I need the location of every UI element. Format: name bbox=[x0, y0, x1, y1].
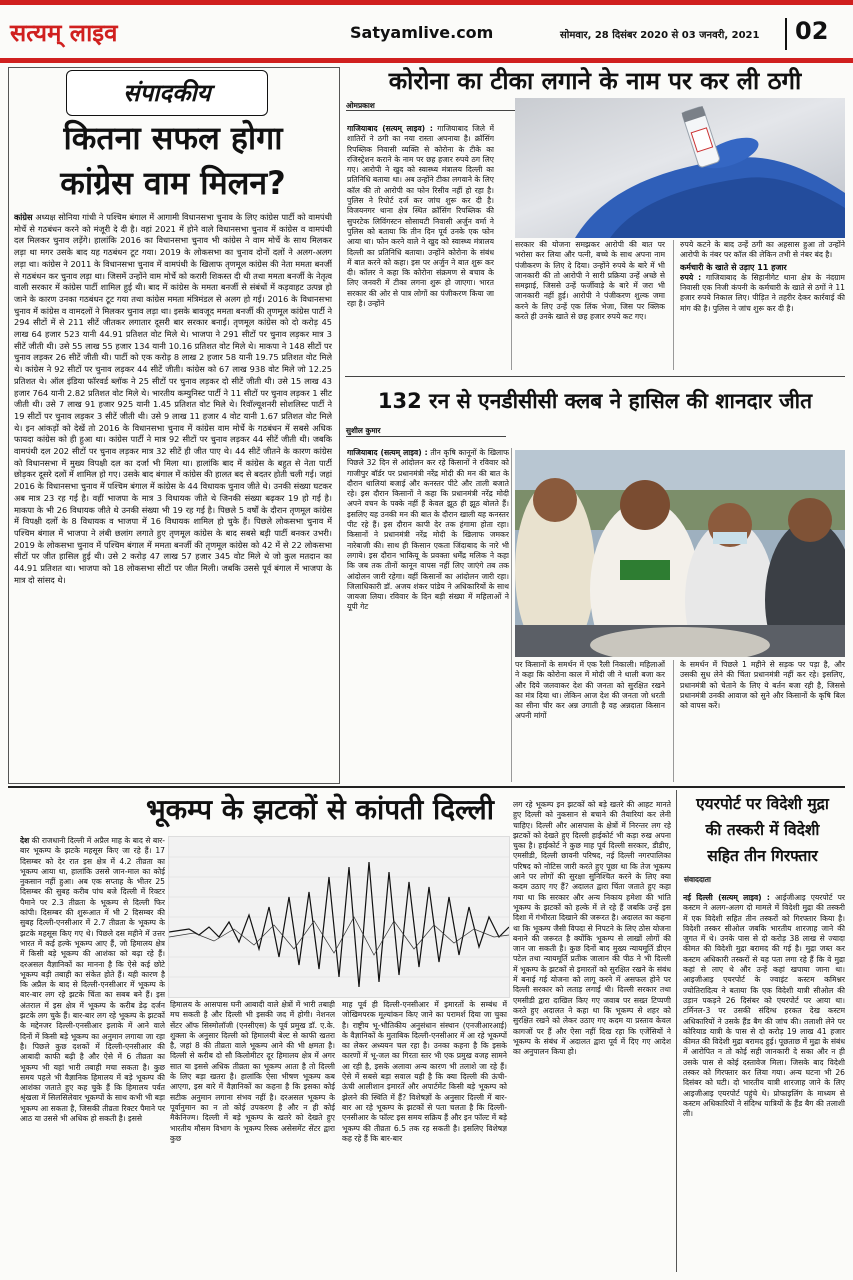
vaccine-col3b-text: गाजियाबाद के सिहानीगेट थाना क्षेत्र के नंदग्राम निवासी एक निजी कंपनी के कर्मचारी के खाते से ठगों ने 11 हजार रुपये निकाल लिए। पीड़ित ने तहरीर देकर कार्रवाई की मांग की है। पुलिस ने जांच शुरू कर दी है। bbox=[680, 272, 845, 313]
vaccine-photo bbox=[515, 98, 845, 238]
masthead-brand: सत्यम् लाइव bbox=[10, 19, 118, 47]
editorial-body bbox=[14, 212, 332, 778]
editorial-headline-2: कांग्रेस वाम मिलन? bbox=[60, 164, 286, 202]
cricket-column-1 bbox=[347, 448, 509, 782]
earthquake-col1-text: की राजधानी दिल्ली में अप्रैल माह के बाद से बार-बार भूकम्प के झटके महसूस किए जा रहे हैं। 17 दिसम्बर को देर रात इस क्षेत्र में 4.2 तीव्रता का भूकम्प आया था, हालांकि उससे जान-माल का कोई नुकसान नहीं हुआ। अब एक सप्ताह के भीतर 25 दिसम्बर की सुबह करीब पांच बजे दिल्ली में रिक्टर पैमाने पर 2.3 तीव्रता के भूकम्प से दिल्ली फिर कांपी। दिसम्बर की शुरूआत में भी 2 दिसम्बर की सुबह दिल्ली-एनसीआर में 2.7 तीव्रता के भूकम्प के झटके महसूस किए गए थे। पिछले दस महीने में उत्तर भारत में कई हल्के भूकम्प आए हैं, जो हिमालय क्षेत्र में किसी बड़े भूकम्प की आशंका को बढ़ा रहे हैं। दरअसल वैज्ञानिकों का मानना है कि ऐसे कई छोटे भूकम्प बड़ी तबाही का संकेत होते हैं। यही कारण है कि अप्रैल के बाद से दिल्ली-एनसीआर में भूकम्प के बार-बार लग रहे झटके चिंता का सबब बने हैं। इस अंतराल में इस क्षेत्र में भूकम्प के करीब डेढ़ दर्जन झटके लग चुके हैं। बार-बार लग रहे भूकम्प के झटकों के मद्देनजर दिल्ली-एनसीआर इलाके में आने वाले दिनों में किसी बड़े भूकम्प का अनुमान लगाया जा रहा है। पिछले कुछ दशकों में दिल्ली-एनसीआर की आबादी काफी बढ़ी है और ऐसे में 6 तीव्रता का भूकम्प भी यहां भारी तबाही मचा सकता है। कुछ समय पहले भी वैज्ञानिक हिमालय में बड़े भूकम्प की आशंका जताते हुए कह चुके हैं कि हिमालय पर्वत श्रृंखला में सिलसिलेवार भूकम्पों के साथ कभी भी बड़ा भूकम्प आ सकता है, जिसकी तीव्रता रिक्टर पैमाने पर आठ या उससे भी अधिक हो सकती है। इससे bbox=[20, 836, 165, 1124]
airport-headline-1: एयरपोर्ट पर विदेशी मुद्रा bbox=[696, 795, 829, 813]
airport-body-text: आईजीआइ एयरपोर्ट पर कस्टम ने अलग-अलग दो मामले में विदेशी मुद्रा की तस्करी में एक विदेशी सहित तीन तस्करों को गिरफ्तार किया है। विदेशी तस्कर सीओल जबकि भारतीय शारजाह जाने की जुगत में थे। उनके पास से दो करोड़ 38 लाख से ज्यादा कीमत की विदेशी मुद्रा बरामद की गई है। मुद्रा जब्त कर कस्टम अधिकारी तस्करों से यह पता लगा रहे हैं कि वे मुद्रा कहां से लाए थे और उन्हें कहां खपाया जाना था। आइजीआइ एयरपोर्ट के ज्वाइंट कस्टम कमिश्नर ज्योतिरादित्य ने बताया कि एक विदेशी यात्री सीओल की उड़ान पकड़ने 26 दिसंबर को एयरपोर्ट पर आया था। टर्मिनल-3 पर उसकी संदिग्ध हरकत देख कस्टम अधिकारियों ने उसके हैंड बैग की जांच की। तलाशी लेने पर कोरियाड यात्री के पास से दो करोड़ 19 लाख 41 हजार कीमत की विदेशी मुद्रा बरामद हुई। पूछताछ में मुद्रा के संबंध में आरोपित न तो कोई सही जानकारी दे सका और न ही उसके पास से कोई दस्तावेज मिला। जिसके बाद विदेशी तस्कर को गिरफ्तार कर लिया गया। अन्य घटना भी 26 दिसंबर को घटी। दो भारतीय यात्री शारजाह जाने के लिए आइजीआइ एयरपोर्ट पहुंचे थे। प्रोफाइलिंग के माध्यम से कस्टम अधिकारियों ने संदिग्ध यात्रियों के हैंड बैग की तलाशी ली। bbox=[683, 893, 845, 1119]
vaccine-author: ओमप्रकाश bbox=[346, 101, 375, 110]
masthead-divider bbox=[785, 18, 787, 50]
cricket-headline: 132 रन से एनडीसीसी क्लब ने हासिल की शानदार जीत bbox=[377, 389, 813, 413]
cricket-column-3 bbox=[680, 660, 845, 782]
vaccine-column-1 bbox=[347, 124, 494, 370]
cricket-byline-rule bbox=[346, 436, 506, 437]
vaccine-subhead: कर्मचारी के खाते से उड़ाए 11 हजार bbox=[680, 262, 787, 272]
airport-dateline: नई दिल्ली (सत्यम् लाइव) : bbox=[683, 893, 770, 902]
vaccine-col2-text: सरकार की योजना समझकर आरोपी की बात पर भरोसा कर लिया और पत्नी, बच्चे के साथ अपना नाम पंजीकरण के लिए दे दिया। उन्होंने रुपये के बारे में भी जानकारी की तो आरोपी ने सारी प्रक्रिया उन्हें अच्छे से समझाई, जिससे उन्हें फर्जीवाड़े के बारे में जरा भी जानकारी नहीं हुई। आरोपी ने पंजीकरण शुल्क जमा करने के लिए उन्हें एक लिंक भेजा, जिस पर क्लिक करते ही उनके खाते से छह हजार रुपये कट गए। bbox=[515, 240, 665, 322]
airport-headline-3: सहित तीन गिरफ्तार bbox=[707, 847, 818, 865]
vaccine-column-2 bbox=[515, 240, 665, 370]
masthead-dateline: सोमवार, 28 दिसंबर 2020 से 03 जनवरी, 2021 bbox=[560, 30, 760, 41]
earthquake-headline-visible: भूकम्प के झटकों से कांपती दिल्ली bbox=[145, 793, 495, 826]
earthquake-column-1 bbox=[20, 836, 165, 1272]
airport-body bbox=[683, 893, 845, 1273]
editorial-headline-1: कितना सफल होगा bbox=[63, 119, 283, 157]
earthquake-col3-text: माह पूर्व ही दिल्ली-एनसीआर में इमारतों के सम्बंध में जोखिमपरक मूल्यांकन किए जाने का परामर्श दिया जा चुका है। राष्ट्रीय भू-भौतिकीय अनुसंधान संस्थान (एनजीआरआई) के वैज्ञानिकों के मुताबिक दिल्ली-एनसीआर में आ रहे भूकम्पों का लेकर अध्ययन चल रहा है। उनका कहना है कि इसके कारणों में भू-जल का गिरता स्तर भी एक प्रमुख वजह सामने आ रही है, इसके अलावा अन्य कारण भी तलाशे जा रहे हैं। ऐसे में सबसे बड़ा सवाल यही है कि क्या दिल्ली की ऊंची-ऊंची आलीशान इमारतें और अपार्टमेंट किसी बड़े भूकम्प को झेलने की स्थिति में हैं? विशेषज्ञों के अनुसार दिल्ली में बार-बार आ रहे भूकम्प के झटकों से पता चलता है कि दिल्ली-एनसीआर के फॉल्ट इस समय सक्रिय हैं और इन फॉल्ट में बड़े भूकम्प की तीव्रता 6.5 तक रह सकती है। इसलिए विशेषज्ञ कह रहे हैं कि बार-बार bbox=[342, 1000, 507, 1143]
editorial-lead-word: कांग्रेस bbox=[14, 212, 33, 222]
vaccine-dateline: गाजियाबाद (सत्यम् लाइव) : bbox=[347, 124, 433, 133]
vaccine-col-divider bbox=[511, 240, 512, 370]
editorial-section-label: संपादकीय bbox=[66, 70, 268, 116]
cricket-col-divider bbox=[511, 448, 512, 782]
vaccine-story-bottom-rule bbox=[345, 376, 845, 377]
earthquake-lead-word: देश bbox=[20, 836, 30, 845]
earthquake-column-4 bbox=[513, 800, 671, 1272]
earthquake-right-divider bbox=[676, 790, 677, 1272]
lower-section-rule bbox=[8, 786, 845, 788]
vaccine-headline: कोरोना का टीका लगाने के नाम पर कर ली ठगी bbox=[388, 67, 802, 95]
vaccine-col1-text: गाजियाबाद जिले में शातिरों ने ठगी का नया रास्ता अपनाया है। क्रॉसिंग रिपब्लिक निवासी व्यक्ति से कोरोना के टीके का रजिस्ट्रेशन कराने के नाम पर छह हजार रुपये ठग लिए गए। आरोपी ने खुद को स्वास्थ्य मंत्रालय दिल्ली का प्रतिनिधि बताया था। अब उन्होंने टीका लगवाने के लिए कॉल की तो आरोपी का फोन रिसीव नहीं हो रहा है। पुलिस ने रिपोर्ट दर्ज कर जांच शुरू कर दी है। विजयनगर थाना क्षेत्र स्थित क्रॉसिंग रिपब्लिक की सुपरटेक लिविंगस्टन सोसायटी निवासी अर्जुन वर्मा ने पुलिस को बताया कि तीन दिन पूर्व उनके एक फोन आया था। फोन करने वाले ने खुद को स्वास्थ्य मंत्रालय दिल्ली का प्रतिनिधि बताया। उन्होंने कोरोना के संबंध में बात करने को कहा। इस पर अर्जुन ने बात शुरू कर दी। कॉलर ने कहा कि कोरोना संक्रमण से बचाव के लिए जनवरी में टीका लगना शुरू हो जाएगा। भारत सरकार की ओर से पात्र लोगों का पंजीकरण किया जा रहा है। उन्होंने bbox=[347, 124, 494, 309]
cricket-col-divider-2 bbox=[673, 660, 674, 782]
masthead-bottom-rule bbox=[0, 58, 853, 63]
cricket-dateline: गाजियाबाद (सत्यम् लाइव) : bbox=[347, 448, 428, 457]
vaccine-col-divider-2 bbox=[673, 240, 674, 370]
vaccine-column-3 bbox=[680, 240, 845, 370]
cricket-author: सुशील कुमार bbox=[346, 426, 381, 435]
airport-headline-2: की तस्करी में विदेशी bbox=[705, 821, 820, 839]
cricket-col3-text: के समर्थन में पिछले 1 महीने से सड़क पर पड़ा है, और उसकी सुध लेने की चिंता प्रधानमंत्री नहीं कर रहे। इसलिए, प्रधानमंत्री को चेताने के लिए ये बर्तन बजा रही है, जिससे प्रधानमंत्री उनकी आवाज को सुने और किसानों के कृषि बिल को वापस करें। bbox=[680, 660, 845, 711]
earthquake-col4-text: लग रहे भूकम्प इन झटकों को बड़े खतरे की आहट मानते हुए दिल्ली को नुकसान से बचाने की तैयारियां कर लेनी चाहिए। दिल्ली और आसपास के क्षेत्रों में निरन्तर लग रहे झटकों को देखते हुए दिल्ली हाईकोर्ट भी कड़ा रुख अपना चुका है। हाईकोर्ट ने कुछ माह पूर्व दिल्ली सरकार, डीडीए, एमसीडी, दिल्ली छावनी परिषद, नई दिल्ली नगरपालिका परिषद को नोटिस जारी करते हुए पूछा था कि तेज भूकम्प आने पर लोगों की सुरक्षा सुनिश्चित करने के लिए क्या कदम उठाए गए हैं? अदालत द्वारा चिंता जताते हुए कहा गया था कि सरकार और अन्य निकाय हमेशा की भांति भूकम्प के झटकों को हल्के में ले रहे हैं जबकि उन्हें इस दिशा में गंभीरता दिखाने की जरूरत है। अदालत का कहना था कि भूकम्प जैसी विपदा से निपटने के लिए ठोस योजना बनाने की जरूरत है क्योंकि भूकम्प से लाखों लोगों की जान जा सकती है। कुछ दिनों बाद मुख्य न्यायमूर्ति डीएन पटेल तथा न्यायमूर्ति प्रतीक जालान की पीठ ने भी दिल्ली में भूकम्प के झटकों से इमारतों को सुरक्षित रखने के संबंध में बनाई गई योजना को लागू करने में असफल होने पर दिल्ली सरकार को लताड़ लगाई थी। दिल्ली सरकार तथा एमसीडी द्वारा दाखिल किए गए जवाब पर सख्त टिप्पणी करते हुए अदालत ने कहा था कि भूकम्प से शहर को सुरक्षित रखने को लेकर उठाए गए कदम या प्रस्ताव केवल कागजों पर हैं और ऐसा नहीं दिख रहा कि एजेंसियों ने भूकम्प के संबंध में अदालत द्वारा पूर्व में दिए गए आदेश का अनुपालन किया हो। bbox=[513, 800, 671, 1057]
earthquake-column-2 bbox=[170, 1000, 335, 1272]
earthquake-column-3 bbox=[342, 1000, 507, 1272]
earthquake-col2-text: हिमालय के आसपास घनी आबादी वाले क्षेत्रों में भारी तबाही मच सकती है और दिल्ली भी इसकी जद में होगी। नेशनल सेंटर ऑफ सिस्मोलॉजी (एनसीएस) के पूर्व प्रमुख डॉ. ए.के. शुक्ला के अनुसार दिल्ली को हिमालयी बेल्ट से काफी खतरा है, जहां 8 की तीव्रता वाले भूकम्प आने की भी क्षमता है। दिल्ली से करीब दो सौ किलोमीटर दूर हिमालय क्षेत्र में अगर सात या इससे अधिक तीव्रता का भूकम्प आता है तो दिल्ली के लिए बड़ा खतरा है। हालांकि ऐसा भीषण भूकम्प कब आएगा, इस बारे में वैज्ञानिकों का कहना है कि इसका कोई सटीक अनुमान लगाना संभव नहीं है। दरअसल भूकम्प के पूर्वानुमान का न तो कोई उपकरण है और न ही कोई मैकेनिज्म। दिल्ली में बड़े भूकम्प के खतरे को देखते हुए भारतीय मौसम विभाग के भूकम्प रिस्क असेसमेंट सेंटर द्वारा कुछ bbox=[170, 1000, 335, 1143]
masthead-top-rule bbox=[0, 0, 853, 5]
vaccine-col3-text: रुपये कटने के बाद उन्हें ठगी का अहसास हुआ तो उन्होंने आरोपी के नंबर पर कॉल की लेकिन तभी से नंबर बंद है। bbox=[680, 240, 845, 260]
cricket-photo bbox=[515, 450, 845, 657]
airport-author: संवाददाता bbox=[684, 875, 711, 884]
vaccine-sublead: रुपये : bbox=[680, 272, 702, 282]
cricket-column-2 bbox=[515, 660, 665, 782]
cricket-col1-text: तीन कृषि कानूनों के खिलाफ पिछले 32 दिन से आंदोलन कर रहे किसानों ने रविवार को गाजीपुर बॉर्डर पर प्रधानमंत्री नरेंद्र मोदी की मन की बात के दौरान थालियां बजाई और कनस्तर पीटे और ताली बजाते रहे। इस दौरान किसानों ने कहा कि प्रधानमंत्री नरेंद्र मोदी अपने वचन के पक्के नहीं हैं केवल झूठ ही झूठ बोलते हैं। इसलिए यह उनकी मन की बात के दौरान खाली यह कनस्तर पीट रहे हैं। इस दौरान कापी देर तक हंगामा होता रहा। किसानों ने प्रधानमंत्री नरेंद्र मोदी के खिलाफ जमकर नारेबाजी की। साथ ही किसान एकता जिंदाबाद के नारे भी लगाये। इस दौरान भाकियू के प्रवक्ता धर्मेंद्र मलिक ने कहा कि जब तक तीनों कानून वापस नहीं लिए जाएंगे तब तक आंदोलन जारी रहेगा। वहीं किसानों का आंदोलन जारी रहा। जिलाधिकारी डॉ. अजय शंकर पांडेय ने अधिकारियों के साथ जायजा लिया। रविवार के दिन बड़ी संख्या में महिलाओं ने यूपी गेट bbox=[347, 448, 509, 612]
cricket-col2-text: पर किसानों के समर्थन में एक रैली निकाली। महिलाओं ने कहा कि कोरोना काल में मोदी जी ने थाली बजा कर और दिये जलवाकर देश की जनता को सुरक्षित रखने का मंत्र दिया था। लेकिन आज देश की जनता जो धरती का सीना चीर कर अन्न उगाती है वह अन्नदाता किसान अपनी मांगों bbox=[515, 660, 665, 721]
masthead-site: Satyamlive.com bbox=[350, 23, 494, 42]
editorial-body-text: अध्यक्ष सोनिया गांधी ने पश्चिम बंगाल में आगामी विधानसभा चुनाव के लिए कांग्रेस पार्टी को वामपंथी मोर्चे से गठबंधन करने को मंजूरी दे दी है। वहां 2021 में होने वाले विधानसभा चुनाव में कांग्रेस व वामपंथी दल मिलकर चुनाव लड़ेंगे। हालांकि 2016 का विधानसभा चुनाव भी कांग्रेस ने वाम मोर्चे के साथ मिलकर लड़ा था मगर उसके बाद यह गठबंधन टूट गया। 2019 के लोकसभा का चुनाव दोनों दलों ने अलग-अलग लड़ा था। कांग्रेस ने 2011 के विधानसभा चुनाव में वामपंथी के खिलाफ तृणमूल कांग्रेस की नेता ममता बनर्जी से गठबंधन कर चुनाव लड़ा था। जिसमें उन्होंने वाम मोर्चे को करारी शिकस्त दी थी तथा ममता बनर्जी के नेतृत्व वाली सरकार में कांग्रेस पार्टी शामिल हुई थी। बाद में कांग्रेस के ममता बनर्जी से संबंधों में कड़वाहट उत्पन्न हो जाने के कारण उनका गठबंधन टूट गया तथा कांग्रेस ममता मंत्रिमंडल से अलग हो गई। 2016 के विधानसभा चुनाव में कांग्रेस व वामदलों ने मिलकर चुनाव लड़ा था। इसके बावजूद ममता बनर्जी की तृणमूल कांग्रेस पार्टी ने 294 सीटों में से 211 सीटें जीतकर लगातार दूसरी बार सरकार बनाई। तृणमूल कांग्रेस को दो करोड़ 45 लाख 64 हजार 523 यानी 44.91 प्रतिशत वोट मिले थे। भाजपा ने 291 सीटों पर चुनाव लड़कर मात्र 3 सीटें जीती थी। उसे 55 लाख 55 हजार 134 यानी 10.16 प्रतिशत वोट मिले थे। माकपा ने 148 सीटों पर चुनाव लड़कर 26 सीटें जीती थी। पार्टी को एक करोड़ 8 लाख 2 हजार 58 यानी 19.75 प्रतिशत वोट मिले थे। कांग्रेस ने 92 सीटों पर चुनाव लड़कर 44 सीटें जीती। कांग्रेस को 67 लाख 938 वोट मिले जो 12.25 प्रतिशत थे। ऑल इंडिया फॉरवर्ड ब्लॉक ने 25 सीटों पर चुनाव लड़कर दो सीटें जीती थी। उसे 15 लाख 43 हजार 764 यानी 2.82 प्रतिशत वोट मिले थे। भारतीय कम्युनिस्ट पार्टी ने 11 सीटों पर चुनाव लड़कर 1 सीट जीती थी। उसे 7 लाख 91 हजार 925 यानी 1.45 प्रतिशत वोट मिले थे। रिवॉल्यूशनरी सोशलिस्ट पार्टी ने 19 सीटों पर चुनाव लड़कर 3 सीटें जीती थी। उसे 9 लाख 11 हजार 4 वोट यानी 1.67 प्रतिशत वोट मिले थे। इन आंकड़ों को देखें तो 2016 के विधानसभा चुनाव में कांग्रेस वाम मोर्चे के गठबंधन में सबसे अधिक फायदा कांग्रेस को ही हुआ था। कांग्रेस पार्टी ने मात्र 92 सीटों पर चुनाव लड़कर 44 सीटें जीती थी। जबकि वामपंथी दल 202 सीटों पर चुनाव लड़कर मात्र 32 सीटें ही जीत पाए थे। 44 सीटें जीतने के कारण कांग्रेस को विधानसभा में मुख्य विपक्षी दल का दर्जा भी मिला था। हालांकि बाद में कांग्रेस के बहुत से नेता पार्टी छोड़कर दूसरे दलों में शामिल हो गए। उसके बाद बंगाल में कांग्रेस की हालत बद से बदतर होती चली गई। जहां 2016 के विधानसभा चुनाव में पश्चिम बंगाल में कांग्रेस के 44 विधायक चुनाव जीते थे। उनकी संख्या घटकर अब मात्र 23 रह गई है। वहीं भाजपा के मात्र 3 विधायक जीते थे जिनकी संख्या बढ़कर 19 हो गई है। माकपा के भी 26 विधायक जीते थे उनकी संख्या भी 19 रह गई है। पिछले 5 वर्षों के दौरान तृणमूल कांग्रेस में विपक्षी दलों के 8 विधायक व भाजपा में 16 विधायक शामिल हो चुके हैं। पिछले लोकसभा चुनाव में पश्चिम बंगाल में भाजपा ने लंबी छलांग लगाते हुए तृणमूल कांग्रेस के बाद सबसे बड़ी पार्टी बनकर उभरी। 2019 के लोकसभा चुनाव में पश्चिम बंगाल में ममता बनर्जी की तृणमूल कांग्रेस को 42 में से 22 लोकसभा सीटों पर जीत हासिल हुई थी। उसे 2 करोड़ 47 लाख 57 हजार 345 वोट मिले थे जो कुल मतदान का 44.91 प्रतिशत था। भाजपा को 18 लोकसभा सीटों पर जीत मिली। जबकि उससे पूर्व बंगाल में भाजपा के मात्र दो सांसद थे। bbox=[14, 212, 332, 585]
seismograph-image bbox=[168, 836, 510, 998]
page-number: 02 bbox=[795, 17, 829, 45]
